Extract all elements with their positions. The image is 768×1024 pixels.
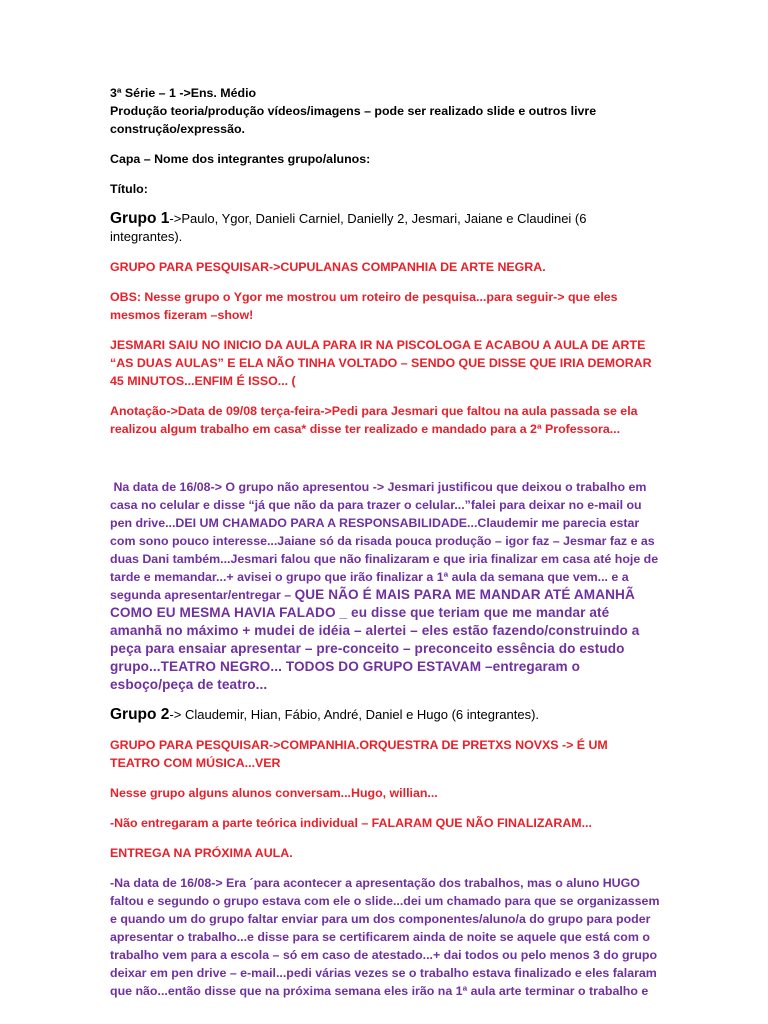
group1-members: ->Paulo, Ygor, Danieli Carniel, Danielly 2, Jesmari, Jaiane e Claudinei (6 integrantes). bbox=[110, 211, 587, 244]
document-page bbox=[110, 84, 660, 1000]
group1-jesmari-note: JESMARI SAIU NO INICIO DA AULA PARA IR NA PISCOLOGA E ACABOU A AULA DE ARTE “AS DUAS AULAS” E ELA NÃO TINHA VOLTADO – SENDO QUE DISSE QUE IRIA DEMORAR 45 MINUTOS...ENFIM É ISSO... ( bbox=[110, 338, 652, 388]
group1-line bbox=[110, 210, 660, 246]
group2-nao-entregaram: -Não entregaram a parte teórica individual – FALARAM QUE NÃO FINALIZARAM... bbox=[110, 816, 592, 830]
group2-conversam: Nesse grupo alguns alunos conversam...Hugo, willian... bbox=[110, 786, 438, 800]
titulo-line: Título: bbox=[110, 182, 148, 196]
group1-note-big: QUE NÃO É MAIS PARA ME MANDAR ATÉ AMANHÃ COMO EU MESMA HAVIA FALADO _ eu disse que teriam que me mandar até amanhã no máximo + mudei de idéia – alertei – eles estão fazendo/construindo a peça para ensaiar apresentar – pre-conceito – preconceito essência do estudo grupo...TEATRO NEGRO... TODOS DO GRUPO ESTAVAM –entregaram o esboço/peça de teatro... bbox=[110, 587, 640, 692]
group1-obs: OBS: Nesse grupo o Ygor me mostrou um roteiro de pesquisa...para seguir-> que eles mesmos fizeram –show! bbox=[110, 290, 618, 322]
group1-heading: Grupo 1 bbox=[110, 210, 170, 227]
group2-members: -> Claudemir, Hian, Fábio, André, Daniel e Hugo (6 integrantes). bbox=[169, 707, 540, 722]
group1-evaluation-note bbox=[110, 478, 660, 694]
series-line: 3ª Série – 1 ->Ens. Médio bbox=[110, 86, 257, 100]
capa-line: Capa – Nome dos integrantes grupo/alunos: bbox=[110, 152, 371, 166]
group1-research: GRUPO PARA PESQUISAR->CUPULANAS COMPANHIA DE ARTE NEGRA. bbox=[110, 260, 546, 274]
group2-research: GRUPO PARA PESQUISAR->COMPANHIA.ORQUESTRA DE PRETXS NOVXS -> É UM TEATRO COM MÚSICA...VER bbox=[110, 738, 608, 770]
group1-anotacao: Anotação->Data de 09/08 terça-feira->Pedi para Jesmari que faltou na aula passada se ela realizou algum trabalho em casa* disse ter realizado e mandado para a 2ª Professora... bbox=[110, 404, 638, 436]
group2-heading: Grupo 2 bbox=[110, 706, 170, 723]
group1-note-small: Na data de 16/08-> O grupo não apresentou -> Jesmari justificou que deixou o trabalho em casa no celular e disse “já que não da para trazer o celular...”falei para deixar no e-mail ou pen drive...DEI UM CHAMADO PARA A RESPONSABILIDADE...Claudemir me parecia estar com sono pouco interesse...Jaiane só da risada pouca produção – igor faz – Jesmar faz e as duas Dani também...Jesmari falou que não finalizaram e que iria finalizar em casa até hoje de tarde e memandar...+ avisei o grupo que irão finalizar a 1ª aula da semana que vem... e a segunda apresentar/entregar – bbox=[110, 480, 659, 602]
group2-entrega: ENTREGA NA PRÓXIMA AULA. bbox=[110, 846, 293, 860]
production-line: Produção teoria/produção vídeos/imagens – pode ser realizado slide e outros livre construção/expressão. bbox=[110, 104, 597, 136]
group2-line bbox=[110, 706, 660, 724]
group2-evaluation-note: -Na data de 16/08-> Era ´para acontecer a apresentação dos trabalhos, mas o aluno HUGO faltou e segundo o grupo estava com ele o slide...dei um chamado para que se organizassem e quando um do grupo faltar enviar para um dos componentes/aluno/a do grupo para poder apresentar o trabalho...e disse para se certificarem ainda de noite se aquele que está com o trabalho vem para a escola – só em caso de atestado...+ dai todos ou pelo menos 3 do grupo deixar em pen drive – e-mail...pedi várias vezes se o trabalho estava finalizado e eles falaram que não...então disse que na próxima semana eles irão na 1ª aula arte terminar o trabalho e bbox=[110, 876, 660, 998]
